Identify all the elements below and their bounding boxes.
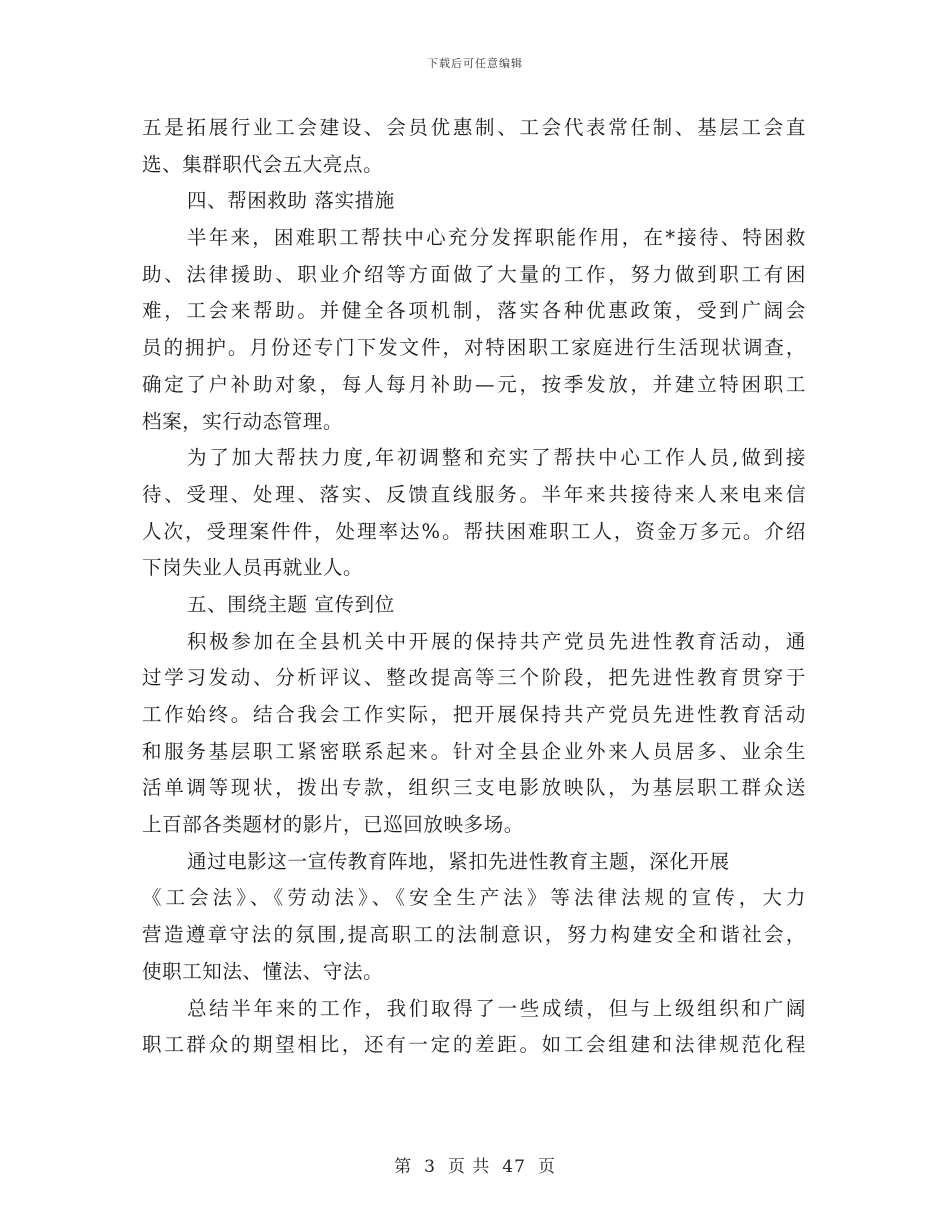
text-line: 使职工知法、懂法、守法。	[142, 959, 384, 983]
text-line: 半年来，困难职工帮扶中心充分发挥职能作用，在*接待、特困救	[187, 226, 806, 250]
text-line: 为了加大帮扶力度,年初调整和充实了帮扶中心工作人员,做到接	[187, 446, 806, 470]
text-line: 总结半年来的工作，我们取得了一些成绩，但与上级组织和广阔	[187, 996, 806, 1020]
text-line: 助、法律援助、职业介绍等方面做了大量的工作，努力做到职工有困	[142, 262, 806, 286]
text-line: 选、集群职代会五大亮点。	[142, 152, 384, 176]
text-line: 五是拓展行业工会建设、会员优惠制、工会代表常任制、基层工会直	[142, 116, 806, 139]
text-line: 待、受理、处理、落实、反馈直线服务。半年来共接待来人来电来信	[142, 482, 806, 506]
text-line: 上百部各类题材的影片，已巡回放映多场。	[142, 813, 524, 837]
text-line: 《工会法》、《劳动法》、《安全生产法》等法律法规的宣传，大力	[142, 886, 806, 910]
text-line: 员的拥护。月份还专门下发文件，对特困职工家庭进行生活现状调查，	[142, 336, 806, 360]
text-line: 档案，实行动态管理。	[142, 409, 344, 433]
text-line: 过学习发动、分析评议、整改提高等三个阶段，把先进性教育贯穿于	[142, 666, 806, 690]
text-line: 难，工会来帮助。并健全各项机制，落实各种优惠政策，受到广阔会	[142, 299, 806, 323]
text-line: 工作始终。结合我会工作实际，把开展保持共产党员先进性教育活动	[142, 703, 806, 726]
text-line: 活单调等现状，拨出专款，组织三支电影放映队，为基层职工群众送	[142, 776, 806, 800]
text-line: 人次，受理案件件，处理率达%。帮扶困难职工人，资金万多元。介绍	[142, 519, 806, 543]
text-line: 营造遵章守法的氛围,提高职工的法制意识，努力构建安全和谐社会，	[142, 923, 806, 947]
document-body	[142, 110, 806, 1064]
text-line: 通过电影这一宣传教育阵地，紧扣先进性教育主题，深化开展	[187, 849, 730, 873]
footer-suffix: 页	[537, 1157, 556, 1177]
text-line: 和服务基层职工紧密联系起来。针对全县企业外来人员居多、业余生	[142, 739, 806, 763]
current-page-number: 3	[424, 1157, 436, 1177]
page-header: 下载后可任意编辑	[427, 57, 523, 70]
text-line: 职工群众的期望相比，还有一定的差距。如工会组建和法律规范化程	[142, 1033, 806, 1057]
text-line: 四、帮困救助 落实措施	[187, 189, 395, 213]
text-line: 积极参加在全县机关中开展的保持共产党员先进性教育活动，通	[187, 629, 806, 653]
text-line: 确定了户补助对象，每人每月补助—元，按季发放，并建立特困职工	[142, 372, 806, 396]
footer-prefix: 第	[394, 1157, 413, 1177]
footer-middle: 页 共	[447, 1157, 491, 1177]
page-footer	[0, 1152, 950, 1177]
total-page-count: 47	[502, 1157, 526, 1177]
text-line: 下岗失业人员再就业人。	[142, 556, 364, 580]
text-line: 五、围绕主题 宣传到位	[187, 592, 395, 616]
